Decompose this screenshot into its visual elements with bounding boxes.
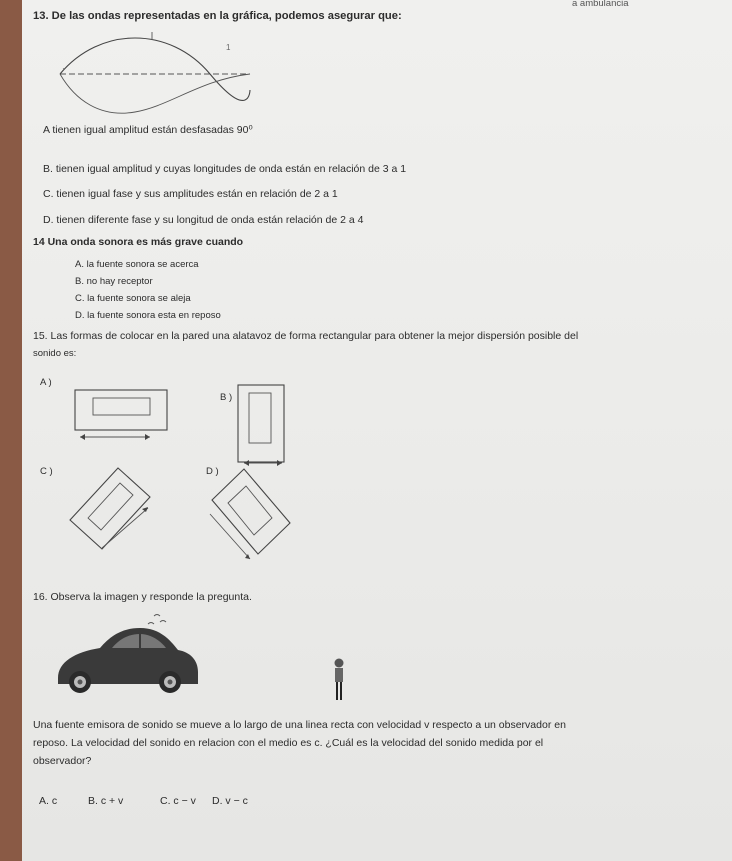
q15-label-b: B ) bbox=[220, 392, 233, 403]
q16-answer-a: A. c bbox=[39, 795, 58, 807]
header-fragment: a ambulancia bbox=[572, 0, 629, 9]
q15-label-a: A ) bbox=[40, 377, 52, 388]
q14-option-d: D. la fuente sonora esta en reposo bbox=[75, 310, 221, 321]
q14-title: 14 Una onda sonora es más grave cuando bbox=[33, 236, 244, 248]
q15-label-c: C ) bbox=[40, 466, 53, 477]
q14-option-b: B. no hay receptor bbox=[75, 276, 153, 287]
q16-answer-d: D. v − c bbox=[212, 795, 248, 807]
sound-waves-marks bbox=[148, 615, 166, 625]
q13-title: 13. De las ondas representadas en la gráfica, podemos asegurar que: bbox=[33, 10, 402, 22]
q14-option-a: A. la fuente sonora se acerca bbox=[75, 259, 199, 270]
q13-option-d: D. tienen diferente fase y su longitud de onda están relación de 2 a 4 bbox=[43, 214, 364, 226]
q16-answer-c: C. c − v bbox=[160, 795, 196, 807]
q16-title: 16. Observa la imagen y responde la pregunta. bbox=[33, 591, 252, 603]
car-figure bbox=[58, 628, 198, 693]
q15-line2: sonido es: bbox=[33, 348, 77, 359]
q16-body-line3: observador? bbox=[33, 755, 92, 767]
q15-label-d: D ) bbox=[206, 466, 219, 477]
q13-option-a: A tienen igual amplitud están desfasadas 90⁰ bbox=[43, 124, 253, 136]
q16-body-line2: reposo. La velocidad del sonido en relacion con el medio es c. ¿Cuál es la velocidad del sonido medida por el bbox=[33, 737, 544, 749]
q14-option-c: C. la fuente sonora se aleja bbox=[75, 293, 191, 304]
q16-body-line1: Una fuente emisora de sonido se mueve a lo largo de una linea recta con velocidad v respecto a un observador en bbox=[33, 719, 566, 731]
q15-line1: 15. Las formas de colocar en la pared una alatavoz de forma rectangular para obtener la mejor dispersión posible del bbox=[33, 330, 579, 342]
q13-option-c: C. tienen igual fase y sus amplitudes están en relación de 2 a 1 bbox=[43, 188, 338, 200]
q16-answer-b: B. c + v bbox=[88, 795, 124, 807]
svg-text:1: 1 bbox=[226, 43, 231, 52]
observer-figure bbox=[335, 659, 344, 701]
svg-text:·: · bbox=[62, 64, 65, 73]
q13-option-b: B. tienen igual amplitud y cuyas longitudes de onda están en relación de 3 a 1 bbox=[43, 163, 407, 175]
